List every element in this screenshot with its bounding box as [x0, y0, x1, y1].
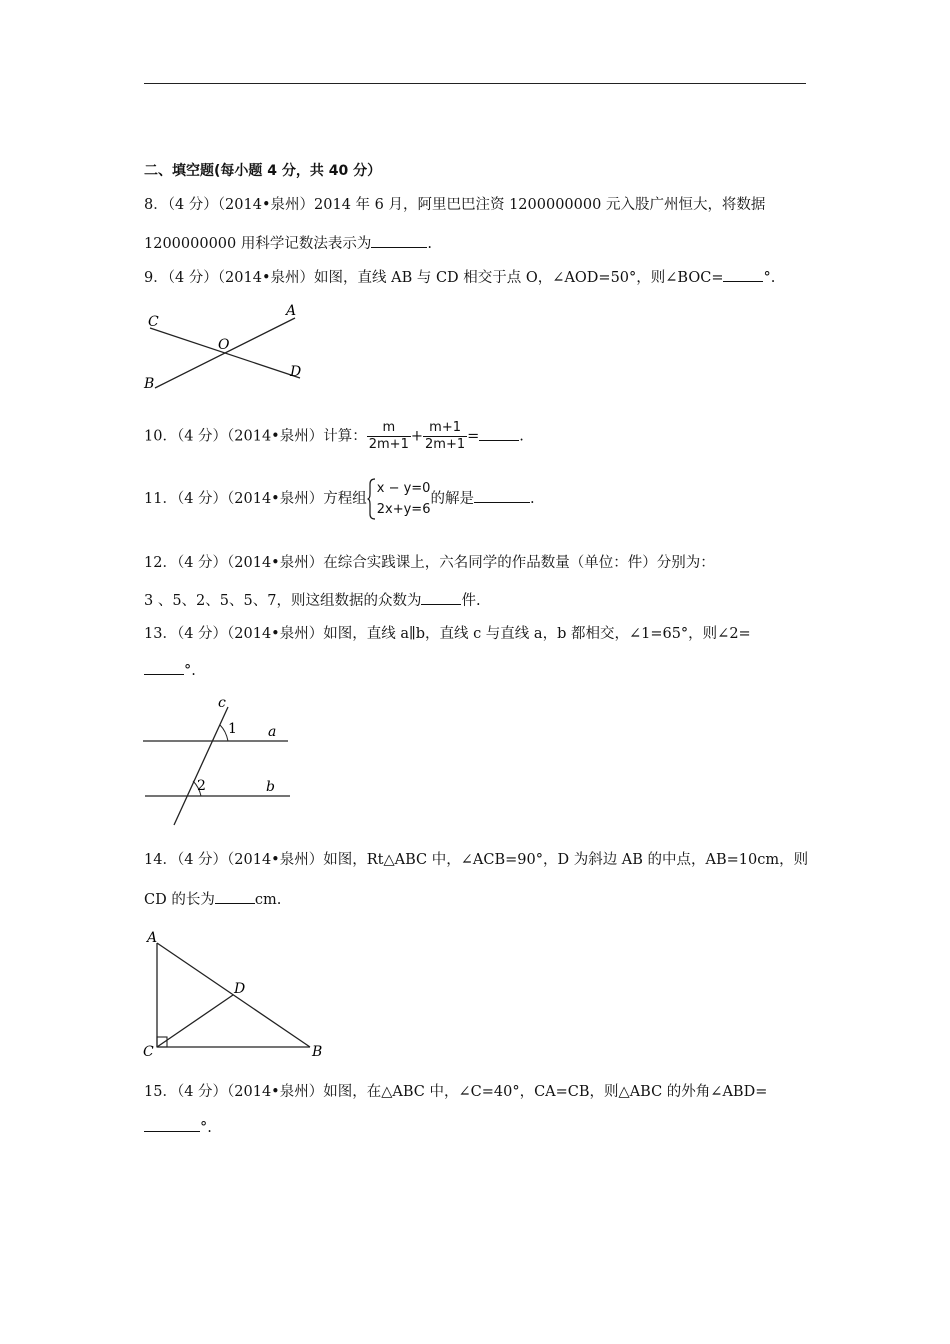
label-a: A	[286, 303, 297, 319]
label-c: c	[218, 695, 226, 711]
q9-answer-blank	[723, 267, 763, 282]
label-c: C	[143, 1044, 154, 1060]
q8-line1: 8．（4 分）（2014•泉州）2014 年 6 月，阿里巴巴注资 1200000000 元入股广州恒大，将数据	[144, 197, 766, 213]
q10-equals: =	[467, 428, 480, 445]
q14-line1: 14．（4 分）（2014•泉州）如图，Rt△ABC 中，∠ACB=90°，D 为斜边 AB 的中点，AB=10cm，则	[144, 852, 809, 868]
q10-plus: +	[410, 428, 424, 445]
label-b: B	[312, 1044, 323, 1060]
label-c: C	[148, 314, 159, 330]
q13-figure-parallel-lines	[140, 695, 295, 830]
q9-end: °.	[763, 270, 776, 286]
q8-line2	[144, 233, 432, 254]
equation-2: 2x+y=6	[376, 502, 431, 517]
frac2-numerator: m+1	[423, 420, 467, 437]
q15-answer-blank	[144, 1117, 200, 1132]
angle-1-arc	[220, 725, 228, 741]
label-angle-1: 1	[228, 721, 237, 737]
label-angle-2: 2	[197, 778, 206, 794]
q10-text: 10．（4 分）（2014•泉州）计算：	[144, 428, 367, 445]
label-b: b	[266, 779, 275, 795]
label-a: a	[268, 724, 277, 740]
equation-1: x − y=0	[376, 481, 431, 496]
label-d: D	[234, 981, 246, 997]
left-brace-icon	[367, 478, 376, 520]
q9-line	[144, 267, 775, 288]
q10-fraction-2	[423, 420, 467, 453]
q12-line2	[144, 590, 481, 611]
q12-answer-blank	[421, 590, 461, 605]
frac1-denominator: 2m+1	[368, 437, 409, 452]
q15-end: °.	[200, 1120, 212, 1136]
q10-line	[144, 420, 524, 453]
q15-line1: 15．（4 分）（2014•泉州）如图，在△ABC 中，∠C=40°，CA=CB，则△ABC 的外角∠ABD=	[144, 1084, 768, 1100]
q9-text: 9．（4 分）（2014•泉州）如图，直线 AB 与 CD 相交于点 O，∠AOD=50°，则∠BOC=	[144, 270, 724, 286]
q11-end: .	[529, 491, 535, 507]
q15-line2	[144, 1117, 212, 1138]
q11-text: 11．（4 分）（2014•泉州）方程组	[144, 491, 367, 507]
q11-line	[144, 478, 535, 520]
q10-end: .	[519, 428, 524, 445]
q12-line1: 12．（4 分）（2014•泉州）在综合实践课上，六名同学的作品数量（单位：件）分别为：	[144, 555, 715, 571]
segment-cd	[157, 995, 233, 1047]
q14-end: cm.	[254, 892, 282, 908]
header-rule	[144, 83, 806, 84]
q14-line2	[144, 889, 281, 910]
q11-mid: 的解是	[430, 491, 474, 507]
q13-line1: 13．（4 分）（2014•泉州）如图，直线 a∥b，直线 c 与直线 a，b 都相交，∠1=65°，则∠2=	[144, 626, 751, 642]
q11-answer-blank	[474, 488, 530, 503]
label-a: A	[147, 930, 158, 946]
line-c	[174, 707, 228, 825]
q14-figure-right-triangle	[140, 925, 335, 1065]
frac2-denominator: 2m+1	[425, 437, 466, 452]
q12-text: 3 、5、2、5、5、7，则这组数据的众数为	[144, 593, 422, 609]
q8-end: .	[427, 236, 432, 252]
q10-answer-blank	[479, 426, 519, 441]
line-ab	[155, 318, 295, 388]
q8-text: 1200000000 用科学记数法表示为	[144, 236, 372, 252]
label-o: O	[218, 337, 230, 353]
q8-answer-blank	[371, 233, 427, 248]
q12-end: 件.	[461, 593, 481, 609]
q11-equation-system	[367, 478, 431, 520]
q14-answer-blank	[215, 889, 255, 904]
q13-end: °.	[184, 663, 196, 679]
frac1-numerator: m	[367, 420, 411, 437]
q13-line2	[144, 660, 196, 681]
label-d: D	[290, 364, 302, 380]
q9-figure-intersecting-lines	[140, 300, 315, 395]
q14-text: CD 的长为	[144, 892, 215, 908]
section-title: 二、填空题(每小题 4 分，共 40 分）	[144, 163, 382, 179]
q13-answer-blank	[144, 660, 184, 675]
q10-fraction-1	[367, 420, 411, 453]
label-b: B	[144, 376, 155, 392]
